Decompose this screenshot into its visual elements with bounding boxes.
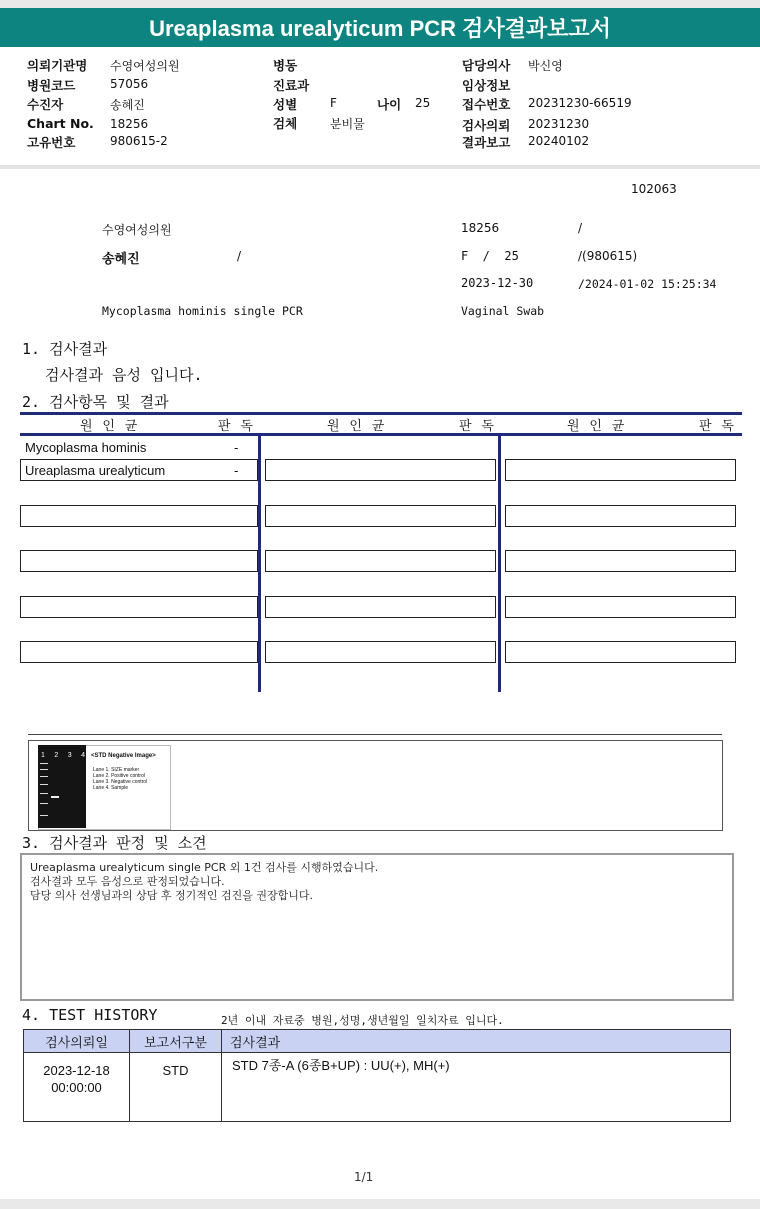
history-header-row xyxy=(24,1030,731,1053)
header-label-unique-id: 고유번호 xyxy=(27,135,76,150)
history-header-date: 검사의뢰일 xyxy=(24,1030,130,1053)
header-value-unique-id: 980615-2 xyxy=(110,134,168,148)
results-table-divider-2 xyxy=(498,433,501,692)
header-value-sex: F xyxy=(330,96,337,110)
header-value-request-date: 20231230 xyxy=(528,117,590,131)
info-report-datetime: /2024-01-02 15:25:34 xyxy=(578,277,717,291)
header-label-sex: 성별 xyxy=(273,97,298,112)
result-cell-empty xyxy=(265,596,496,618)
result-cell-empty xyxy=(505,550,736,572)
header-label-receipt-no: 접수번호 xyxy=(462,97,511,112)
report-title: Ureaplasma urealyticum PCR 검사결과보고서 xyxy=(0,8,760,47)
header-label-request-date: 검사의뢰 xyxy=(462,118,511,133)
bottom-strip xyxy=(0,1199,760,1209)
result-name-ureaplasma: Ureaplasma urealyticum xyxy=(25,463,166,478)
gel-lane-label: 1 xyxy=(41,752,45,759)
result-name-mycoplasma: Mycoplasma hominis xyxy=(25,440,147,455)
header-value-report-date: 20240102 xyxy=(528,134,590,148)
section4-title: 4. TEST HISTORY xyxy=(22,1006,158,1024)
top-strip xyxy=(0,0,760,8)
gel-legend-item: Lane 1. SIZE marker xyxy=(93,767,140,773)
history-header-type: 보고서구분 xyxy=(130,1030,222,1053)
header-value-specimen: 분비물 xyxy=(330,117,365,131)
header-label-patient: 수진자 xyxy=(27,97,64,112)
gel-top-rule xyxy=(28,734,722,735)
gel-title: <STD Negative Image> xyxy=(91,753,156,759)
gel-legend xyxy=(93,767,147,791)
result-cell-empty xyxy=(265,641,496,663)
header-label-specimen: 검체 xyxy=(273,116,298,131)
col-header-organism-2: 원 인 균 xyxy=(327,419,386,434)
info-chart: 18256 xyxy=(461,221,500,235)
result-cell-empty xyxy=(20,641,258,663)
result-value-ureaplasma: - xyxy=(234,463,239,478)
header-label-chart: Chart No. xyxy=(27,116,94,131)
gel-lane-label: 4 xyxy=(81,752,85,759)
history-cell-date xyxy=(24,1053,130,1122)
header-label-hospital-code: 병원코드 xyxy=(27,78,76,93)
section1-result-text: 검사결과 음성 입니다. xyxy=(45,366,203,384)
page-number: 1/1 xyxy=(354,1170,374,1184)
col-header-judgement-3: 판 독 xyxy=(699,419,735,434)
info-test-name: Mycoplasma hominis single PCR xyxy=(102,304,303,318)
info-specimen: Vaginal Swab xyxy=(461,304,545,318)
col-header-organism-3: 원 인 균 xyxy=(567,419,626,434)
info-slash-2: / xyxy=(237,249,242,263)
info-patient: 송혜진 xyxy=(102,252,140,267)
result-cell-empty xyxy=(20,505,258,527)
history-table xyxy=(23,1029,731,1122)
header-value-hospital-code: 57056 xyxy=(110,77,149,91)
opinion-text xyxy=(30,861,378,903)
result-cell-empty xyxy=(265,550,496,572)
header-value-age: 25 xyxy=(415,96,431,110)
report-code: 102063 xyxy=(631,182,677,196)
history-time: 00:00:00 xyxy=(51,1080,102,1095)
history-header-result: 검사결과 xyxy=(222,1030,731,1053)
result-cell-empty xyxy=(505,459,736,481)
section3-title: 3. 검사결과 판정 및 소견 xyxy=(22,834,207,852)
col-header-organism-1: 원 인 균 xyxy=(80,419,139,434)
gel-lane-label: 2 xyxy=(54,752,59,759)
history-result: STD 7종-A (6종B+UP) : UU(+), MH(+) xyxy=(222,1053,731,1122)
result-cell-empty xyxy=(20,550,258,572)
opinion-line: 검사결과 모두 음성으로 판정되었습니다. xyxy=(30,875,225,888)
opinion-line: Ureaplasma urealyticum single PCR 외 1건 검사를 시행하였습니다. xyxy=(30,861,379,874)
header-label-clinical-info: 임상정보 xyxy=(462,78,511,93)
header-label-ward: 병동 xyxy=(273,58,298,73)
info-sex-age: F / 25 xyxy=(461,249,519,263)
header-value-doctor: 박신영 xyxy=(528,59,563,73)
gel-lane-labels xyxy=(41,752,85,759)
header-value-patient: 송혜진 xyxy=(110,98,145,112)
result-cell-empty xyxy=(20,596,258,618)
info-birth: /(980615) xyxy=(578,249,638,263)
table-row xyxy=(24,1053,731,1122)
info-clinic: 수영여성의원 xyxy=(102,223,172,237)
gel-legend-item: Lane 4. Sample xyxy=(93,785,129,791)
header-label-dept: 진료과 xyxy=(273,78,310,93)
header-label-clinic: 의뢰기관명 xyxy=(27,58,88,73)
results-table-divider-1 xyxy=(258,433,261,692)
info-date: 2023-12-30 xyxy=(461,276,534,290)
header-value-clinic: 수영여성의원 xyxy=(110,59,180,73)
result-cell-empty xyxy=(505,641,736,663)
gel-legend-item: Lane 2. Positive control xyxy=(93,773,145,779)
result-cell-empty xyxy=(265,459,496,481)
header-label-report-date: 결과보고 xyxy=(462,135,511,150)
header-label-age: 나이 xyxy=(377,97,402,112)
info-slash-1: / xyxy=(578,221,583,235)
section2-title: 2. 검사항목 및 결과 xyxy=(22,393,169,411)
section1-title: 1. 검사결과 xyxy=(22,340,108,358)
col-header-judgement-1: 판 독 xyxy=(218,419,254,434)
history-type: STD xyxy=(130,1053,222,1122)
result-cell-empty xyxy=(505,505,736,527)
history-date: 2023-12-18 xyxy=(43,1063,110,1078)
result-cell-empty xyxy=(505,596,736,618)
history-note: 2년 이내 자료중 병원,성명,생년월일 일치자료 입니다. xyxy=(221,1014,504,1027)
header-value-chart: 18256 xyxy=(110,117,149,131)
result-value-mycoplasma: - xyxy=(234,440,239,455)
result-cell-empty xyxy=(265,505,496,527)
gel-legend-item: Lane 3. Negative control xyxy=(93,779,148,785)
header-value-receipt-no: 20231230-66519 xyxy=(528,96,632,110)
gel-lane-label: 3 xyxy=(67,752,72,759)
col-header-judgement-2: 판 독 xyxy=(459,419,495,434)
header-label-doctor: 담당의사 xyxy=(462,58,511,73)
header-separator xyxy=(0,165,760,169)
opinion-line: 담당 의사 선생님과의 상담 후 정기적인 검진을 권장합니다. xyxy=(30,889,313,902)
